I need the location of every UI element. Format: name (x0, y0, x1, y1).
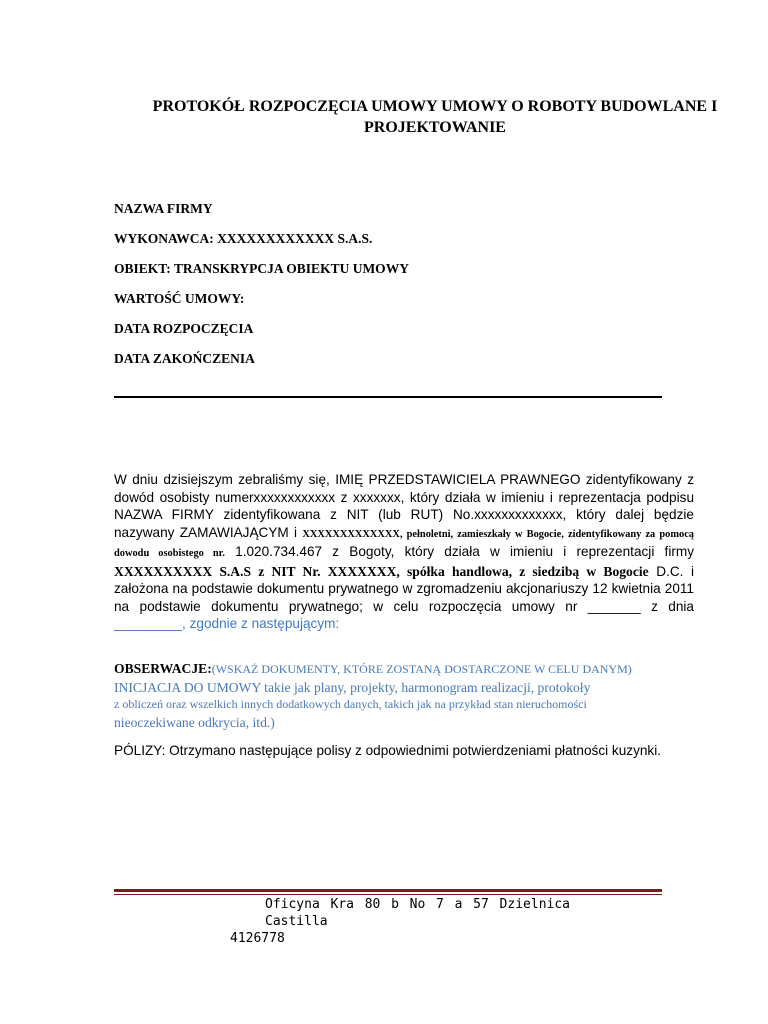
field-contract-value: WARTOŚĆ UMOWY: (114, 291, 245, 306)
body-date-blank: _________, zgodnie z następującym: (114, 616, 340, 631)
field-contractor: WYKONAWCA: XXXXXXXXXXXX S.A.S. (114, 231, 373, 246)
body-company-info: XXXXXXXXXX S.A.S z NIT Nr. XXXXXXX, spółka handlowa, z siedzibą w Bogocie (114, 563, 649, 579)
field-end-date: DATA ZAKOŃCZENIA (114, 351, 255, 366)
observations-section (114, 660, 694, 731)
observations-label: OBSERWACJE: (114, 661, 212, 676)
observations-hint-3: z obliczeń oraz wszelkich innych dodatkowych danych, takich jak na przykład stan nieruchomości (114, 697, 587, 711)
contract-fields (114, 199, 409, 379)
observations-hint-2: INICJACJA DO UMOWY takie jak plany, projekty, harmonogram realizacji, protokoły (114, 679, 591, 695)
footer-address: Oficyna Kra 80 b No 7 a 57 Dzielnica Castilla (265, 897, 570, 929)
document-title: PROTOKÓŁ ROZPOCZĘCIA UMOWY UMOWY O ROBOTY BUDOWLANE I PROJEKTOWANIE (152, 98, 718, 136)
footer (230, 896, 570, 947)
observations-hint-4: nieoczekiwane odkrycia, itd.) (114, 714, 275, 730)
policies-paragraph: PÓLIZY: Otrzymano następujące polisy z odpowiednimi potwierdzeniami płatności kuzynki. (114, 743, 662, 758)
field-object: OBIEKT: TRANSKRYPCJA OBIEKTU UMOWY (114, 261, 409, 276)
body-paragraph-3: D.C. i założona na podstawie dokumentu prywatnego w zgromadzeniu akcjonariuszy 12 kwietnia 2011 na podstawie dokumentu prywatnego; w celu rozpoczęcia umowy nr _______ z dnia (114, 563, 695, 614)
body-paragraph-1: W dniu dzisiejszym zebraliśmy się, IMIĘ PRZEDSTAWICIELA PRAWNEGO zidentyfikowany z dowód osobisty numerxxxxxxxxxxxx z xxxxxxx, który działa w imieniu i reprezentacja podpisu NAZWA FIRMY zidentyfikowana z NIT (lub RUT) No.xxxxxxxxxxxxx, który dalej będzie nazywany ZAMAWIAJĄCYM i (114, 472, 694, 540)
footer-rule (114, 889, 662, 895)
field-company-name: NAZWA FIRMY (114, 201, 213, 216)
footer-phone: 4126778 (230, 931, 285, 946)
section-divider (114, 396, 662, 398)
body-contractor-rep: XXXXXXXXXXXXX, pełnoletni, zamieszkały w Bogocie, zidentyfikowany za pomocą dowodu osobistego nr. (114, 528, 695, 559)
field-start-date: DATA ROZPOCZĘCIA (114, 321, 254, 336)
observations-hint-1: (WSKAŻ DOKUMENTY, KTÓRE ZOSTANĄ DOSTARCZONE W CELU DANYM) (211, 662, 632, 676)
protocol-body (114, 471, 694, 633)
body-paragraph-2: 1.020.734.467 z Bogoty, który działa w imieniu i reprezentacji firmy (235, 544, 694, 559)
